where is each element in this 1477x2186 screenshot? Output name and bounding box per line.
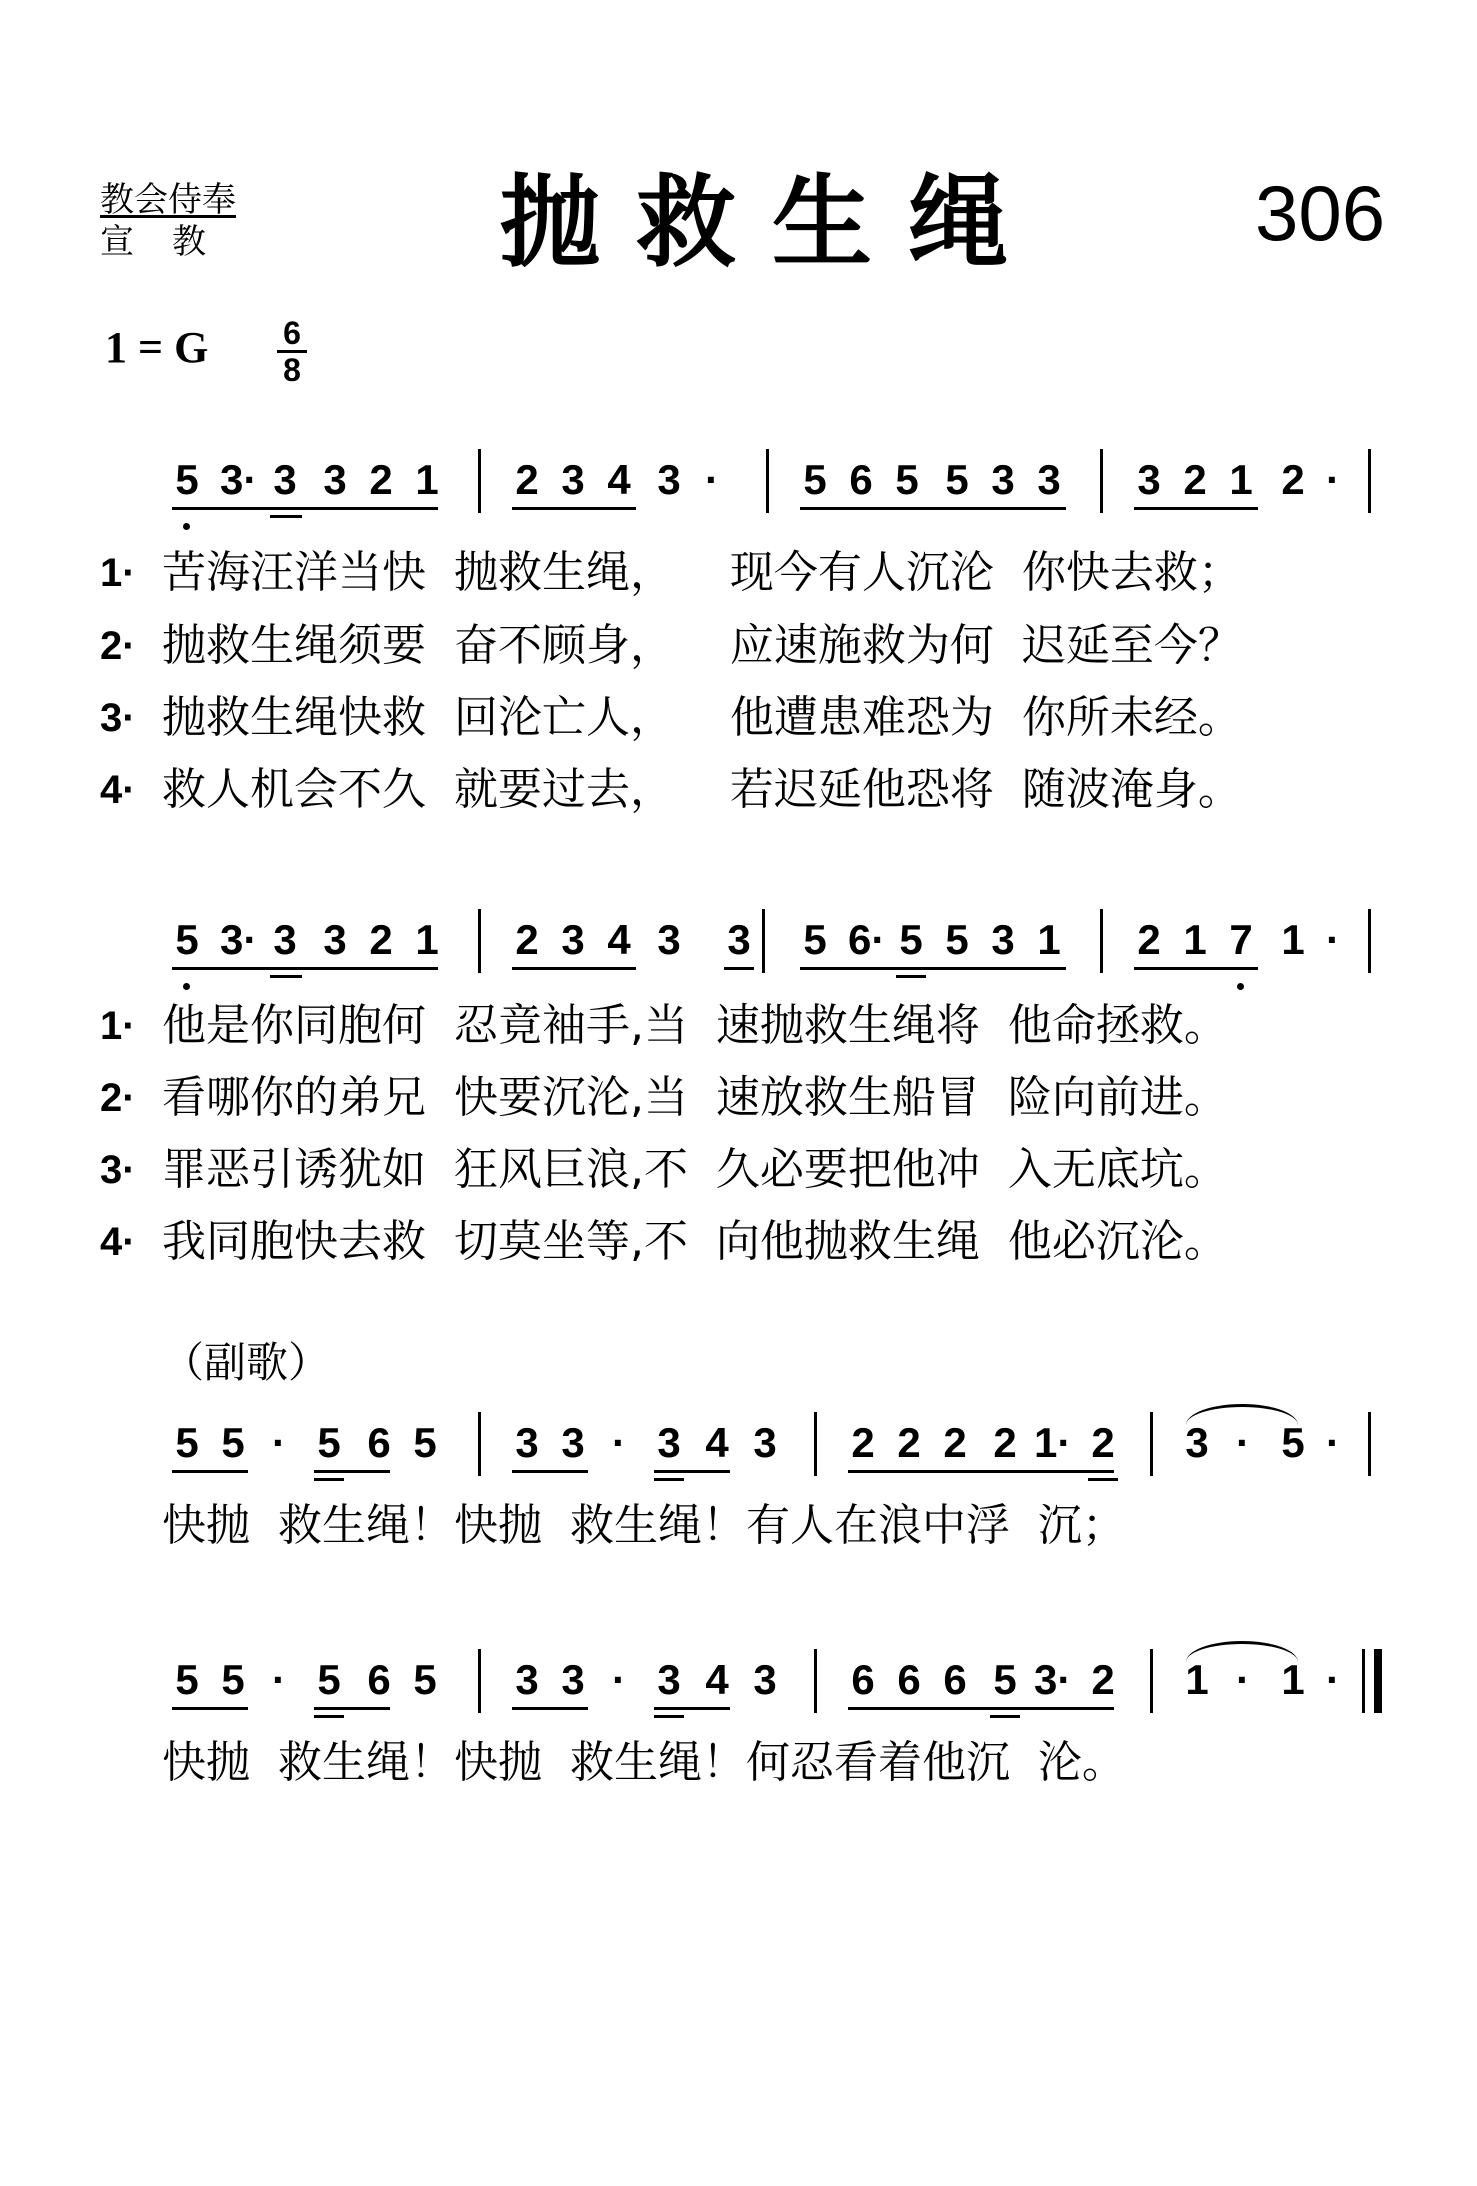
note: 6 xyxy=(943,1656,967,1703)
note: 5 xyxy=(317,1656,341,1703)
category-secondary: 宣教 xyxy=(100,222,244,262)
note: 2 xyxy=(1281,456,1305,503)
note: 3 xyxy=(273,456,297,503)
verse-number: 1· xyxy=(100,551,136,595)
beam xyxy=(1134,507,1258,510)
note: 5 xyxy=(175,1656,199,1703)
note: 3 xyxy=(323,456,347,503)
note: 3 xyxy=(753,1419,777,1466)
chorus-lyric-line-2: 快抛 救生绳！快抛 救生绳！何忍看着他沉 沦。 xyxy=(162,1737,1126,1788)
note: 5 xyxy=(945,916,969,963)
note: 2 xyxy=(1091,1419,1115,1466)
note: 1· xyxy=(1034,1419,1072,1466)
note-dot: · xyxy=(1326,1656,1340,1703)
note: 3 xyxy=(561,456,585,503)
note: 5 xyxy=(175,1419,199,1466)
chorus-lyric-line-1: 快抛 救生绳！快抛 救生绳！有人在浪中浮 沉； xyxy=(162,1500,1126,1551)
note-dot: · xyxy=(272,1656,286,1703)
beam xyxy=(314,1707,390,1710)
lyric-line: 苦海汪洋当快 抛救生绳， 现今有人沉沦 你快去救； xyxy=(162,547,1242,598)
lyric-line: 抛救生绳快救 回沦亡人， 他遭患难恐为 你所未经。 xyxy=(162,692,1242,743)
beam xyxy=(172,507,438,510)
barline xyxy=(1150,1649,1153,1713)
beam xyxy=(800,967,1066,970)
barline xyxy=(1368,449,1371,513)
beam-sixteenth xyxy=(314,1478,344,1481)
note: 6 xyxy=(367,1419,391,1466)
note: 5 xyxy=(803,456,827,503)
chorus-notation-row-1 xyxy=(0,1418,1477,1498)
beam-sixteenth xyxy=(314,1715,344,1718)
note: 5 xyxy=(221,1656,245,1703)
beam-sixteenth xyxy=(270,975,302,978)
note-dot: · xyxy=(1236,1419,1250,1466)
low-octave-dot xyxy=(1237,983,1244,990)
barline xyxy=(478,1412,481,1476)
note: 5 xyxy=(221,1419,245,1466)
note: 7 xyxy=(1229,916,1253,963)
notation-row-2 xyxy=(0,915,1477,995)
lyric-line: 他是你同胞何 忍竟袖手,当 速抛救生绳将 他命拯救。 xyxy=(162,1000,1228,1051)
beam xyxy=(724,967,754,970)
verse-number: 2· xyxy=(100,1076,136,1120)
note: 3 xyxy=(1185,1419,1209,1466)
beam xyxy=(512,967,636,970)
note: 5 xyxy=(175,456,199,503)
beam xyxy=(512,1707,588,1710)
note: 2 xyxy=(897,1419,921,1466)
note: 1 xyxy=(1185,1656,1209,1703)
beam-sixteenth xyxy=(654,1478,684,1481)
note: 3 xyxy=(515,1656,539,1703)
time-signature-bottom: 8 xyxy=(283,352,301,388)
note: 1 xyxy=(415,916,439,963)
note: 1 xyxy=(1183,916,1207,963)
note: 2 xyxy=(1137,916,1161,963)
note-dot: · xyxy=(705,456,719,503)
time-signature xyxy=(277,316,307,387)
verse-number: 4· xyxy=(100,768,136,812)
verse-number: 2· xyxy=(100,624,136,668)
beam xyxy=(172,1470,248,1473)
beam xyxy=(654,1707,730,1710)
note: 6 xyxy=(367,1656,391,1703)
barline xyxy=(1150,1412,1153,1476)
lyric-line: 罪恶引诱犹如 狂风巨浪,不 久必要把他冲 入无底坑。 xyxy=(162,1144,1228,1195)
beam-sixteenth xyxy=(270,515,302,518)
note: 5 xyxy=(1281,1419,1305,1466)
chorus-label: （副歌） xyxy=(162,1338,331,1387)
notation-row-1 xyxy=(0,455,1477,535)
note: 2 xyxy=(515,916,539,963)
note: 6 xyxy=(851,1656,875,1703)
note: 2 xyxy=(1183,456,1207,503)
low-octave-dot xyxy=(183,523,190,530)
verse-number: 1· xyxy=(100,1004,136,1048)
lyric-line: 抛救生绳须要 奋不顾身， 应速施救为何 迟延至今？ xyxy=(162,620,1242,671)
note: 5 xyxy=(895,456,919,503)
note: 5 xyxy=(945,456,969,503)
note: 2 xyxy=(369,456,393,503)
note: 3 xyxy=(561,916,585,963)
note: 3 xyxy=(657,916,681,963)
note: 4 xyxy=(705,1419,729,1466)
barline xyxy=(1368,1412,1371,1476)
lyric-line: 看哪你的弟兄 快要沉沦,当 速放救生船冒 险向前进。 xyxy=(162,1072,1228,1123)
note: 1 xyxy=(1229,456,1253,503)
note: 1 xyxy=(1037,916,1061,963)
beam xyxy=(1134,967,1258,970)
note: 3 xyxy=(657,1419,681,1466)
beam xyxy=(172,967,438,970)
note: 3 xyxy=(561,1419,585,1466)
time-signature-top: 6 xyxy=(277,316,307,353)
barline xyxy=(1100,449,1103,513)
beam xyxy=(800,507,1066,510)
barline xyxy=(478,909,481,973)
key-signature: 1 = G xyxy=(105,323,209,372)
note: 3 xyxy=(657,1656,681,1703)
note-dot: · xyxy=(1326,456,1340,503)
note: 5 xyxy=(317,1419,341,1466)
note: 1 xyxy=(1281,1656,1305,1703)
hymn-number: 306 xyxy=(1255,169,1386,257)
note: 4 xyxy=(607,456,631,503)
note-dot: · xyxy=(612,1656,626,1703)
note: 3 xyxy=(727,916,751,963)
note-dot: · xyxy=(1236,1656,1250,1703)
note: 3 xyxy=(991,916,1015,963)
barline xyxy=(1100,909,1103,973)
lyric-line: 我同胞快去救 切莫坐等,不 向他抛救生绳 他必沉沦。 xyxy=(162,1216,1228,1267)
verse-number: 3· xyxy=(100,696,136,740)
note: 3 xyxy=(753,1656,777,1703)
note: 5 xyxy=(413,1419,437,1466)
note: 3· xyxy=(1034,1656,1072,1703)
barline xyxy=(766,449,769,513)
final-barline-thin xyxy=(1362,1649,1365,1713)
note: 6 xyxy=(849,456,873,503)
verse-number: 3· xyxy=(100,1148,136,1192)
beam-sixteenth xyxy=(896,975,926,978)
barline xyxy=(1368,909,1371,973)
note-dot: · xyxy=(612,1419,626,1466)
barline xyxy=(762,909,765,973)
note: 3· xyxy=(220,456,258,503)
lyric-line: 救人机会不久 就要过去， 若迟延他恐将 随波淹身。 xyxy=(162,764,1242,815)
beam xyxy=(172,1707,248,1710)
beam xyxy=(848,1707,1114,1710)
barline xyxy=(814,1649,817,1713)
beam xyxy=(654,1470,730,1473)
tie xyxy=(1186,1404,1298,1425)
barline xyxy=(478,449,481,513)
beam-sixteenth xyxy=(654,1715,684,1718)
note: 2 xyxy=(943,1419,967,1466)
hymn-title: 抛救生绳 xyxy=(500,164,1044,281)
beam xyxy=(512,1470,588,1473)
note-dot: · xyxy=(272,1419,286,1466)
note: 3 xyxy=(657,456,681,503)
note: 4 xyxy=(705,1656,729,1703)
note: 6· xyxy=(848,916,886,963)
note: 3 xyxy=(991,456,1015,503)
note: 5 xyxy=(413,1656,437,1703)
note: 3 xyxy=(1137,456,1161,503)
beam-sixteenth xyxy=(1088,1478,1118,1481)
note: 3 xyxy=(323,916,347,963)
beam xyxy=(512,507,636,510)
note: 5 xyxy=(175,916,199,963)
barline xyxy=(478,1649,481,1713)
tie xyxy=(1186,1641,1298,1662)
beam xyxy=(848,1470,1114,1473)
note: 3 xyxy=(515,1419,539,1466)
note: 3 xyxy=(1037,456,1061,503)
barline xyxy=(814,1412,817,1476)
final-barline-thick xyxy=(1374,1649,1382,1713)
note: 2 xyxy=(1091,1656,1115,1703)
note: 3 xyxy=(561,1656,585,1703)
note: 1 xyxy=(415,456,439,503)
category-primary: 教会侍奉 xyxy=(100,180,236,220)
note-dot: · xyxy=(1326,1419,1340,1466)
note: 2 xyxy=(369,916,393,963)
beam-sixteenth xyxy=(990,1715,1020,1718)
note: 5 xyxy=(993,1656,1017,1703)
note: 2 xyxy=(993,1419,1017,1466)
note-dot: · xyxy=(1326,916,1340,963)
note: 3 xyxy=(273,916,297,963)
note: 5 xyxy=(803,916,827,963)
note: 5 xyxy=(899,916,923,963)
note: 1 xyxy=(1281,916,1305,963)
note: 6 xyxy=(897,1656,921,1703)
note: 3· xyxy=(220,916,258,963)
low-octave-dot xyxy=(183,983,190,990)
chorus-notation-row-2 xyxy=(0,1655,1477,1735)
note: 4 xyxy=(607,916,631,963)
beam xyxy=(314,1470,390,1473)
note: 2 xyxy=(851,1419,875,1466)
note: 2 xyxy=(515,456,539,503)
verse-number: 4· xyxy=(100,1220,136,1264)
